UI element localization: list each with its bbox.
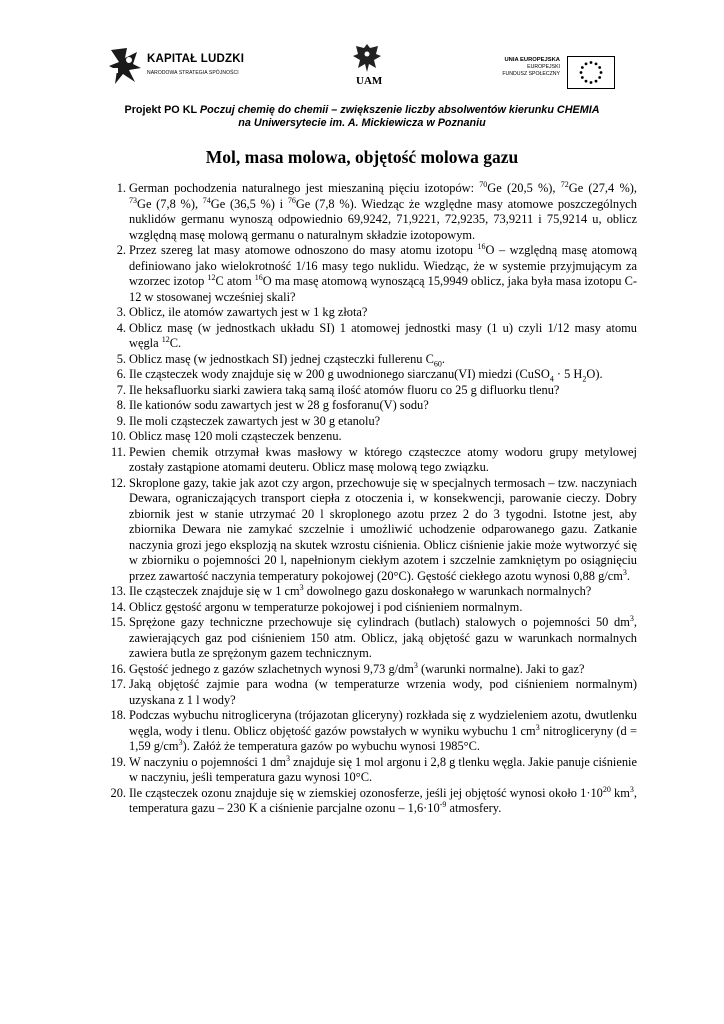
list-item: 20. Ile cząsteczek ozonu znajduje się w ziemskiej ozonosferze, jeśli jej objętość wynosi około $1\cdot 10^{20}$ $km^3$, temperatura gazu – 230 K a ciśnienie parcjalne ozonu – $1,6\cdot 10^{-9}$ atmosfery. [100,786,637,817]
item-number: 18. [110,708,126,722]
item-number: 1. [116,181,126,195]
eu-fund-label-2: FUNDUSZ SPOŁECZNY [502,71,560,77]
item-number: 16. [110,661,126,676]
item-number: 9. [116,413,126,428]
eu-star-icon [585,80,588,83]
eu-star-icon [595,62,598,65]
kapital-ludzki-emblem-icon [107,46,143,86]
list-item: 14. Oblicz gęstość argonu w temperaturze pokojowej i pod ciśnieniem normalnym. [100,600,637,616]
item-number: 15. [110,615,126,629]
problem-list [100,181,637,817]
uam-logo [352,42,382,90]
project-prefix: Projekt PO KL [124,104,200,116]
kapital-ludzki-title: KAPITAŁ LUDZKI [147,53,245,65]
list-item: 12. Skroplone gazy, takie jak azot czy argon, przechowuje się w specjalnych termosach – tzw. naczyniach Dewara, ograniczających transport ciepła z otoczenia i, w konsekwencji, parowanie cieczy. Dobry zbiornik jest w stanie utrzymać 20 l skroplonego azotu przez 2 do 3 tygodni. Istotne jest, aby zbiornika Dewara nie zamykać szczelnie i umożliwić uchodzenie odparowanego gazu. Zatkanie naczynia grozi jego eksplozją na skutek wzrostu ciśnienia. Oblicz ciśnienie jakie może wytworzyć się w zbiorniku o pojemności 20 l, napełnionym ciekłym azotem i szczelnie zamkniętym po osiągnięciu przez zawartość naczynia temperatury pokojowej (20°C). Gęstość ciekłego azotu wynosi 0,88 $g/cm^3$. [100,476,637,585]
item-number: 12. [110,475,126,490]
uam-eagle-icon [352,42,382,76]
item-number: 4. [116,320,126,335]
project-university: na Uniwersytecie im. A. Mickiewicza w Poznaniu [238,117,486,129]
project-header [0,104,724,130]
list-item: 18. Podczas wybuchu nitrogliceryna (trójazotan gliceryny) rozkłada się z wydzieleniem azotu, dwutlenku węgla, wody i tlenu. Oblicz objętość gazów powstałych w wyniku wybuchu 1 $cm^3$ nitrogliceryny (d = 1,59 $g/cm^3$). Załóż że temperatura gazów po wybuchu wynosi 1985°C. [100,708,637,755]
eu-star-icon [581,76,584,79]
eu-star-icon [595,80,598,83]
item-number: 11. [110,444,126,459]
eu-star-icon [598,66,601,69]
eu-text-block [502,57,560,78]
page-header [0,40,724,96]
eu-star-icon [598,76,601,79]
item-number: 10. [110,429,126,443]
eu-flag-icon [567,56,615,89]
project-line-2 [0,117,724,130]
item-number: 17. [110,677,126,691]
eu-star-icon [600,71,603,74]
list-item: 6. Ile cząsteczek wody znajduje się w 200 g uwodnionego siarczanu(VI) miedzi (CuSO$_4$ · 5 $H_2O$). [100,367,637,383]
eu-star-icon [590,81,593,84]
item-number: 5. [116,351,126,366]
item-number: 13. [110,584,126,598]
list-item: 4. Oblicz masę (w jednostkach układu SI) 1 atomowej jednostki masy (1 u) czyli 1/12 masy atomu węgla $^{12}$C. [100,321,637,352]
list-item: 1. German pochodzenia naturalnego jest mieszaniną pięciu izotopów: $^{70}$Ge (20,5 %), $^{72}$Ge (27,4 %), $^{73}$Ge (7,8 %), $^{74}$Ge (36,5 %) i $^{76}$Ge (7,8 %). Wiedząc że względne masy atomowe poszczególnych nuklidów germanu wynoszą odpowiednio 69,9242, 71,9221, 72,9235, 73,9211 i 75,9214 u, oblicz względną masę molową germanu o naturalnym składzie izotopowym. [100,181,637,243]
item-number: 2. [116,243,126,257]
kapital-ludzki-subtitle: NARODOWA STRATEGIA SPÓJNOŚCI [147,70,239,76]
list-item: 9. Ile moli cząsteczek zawartych jest w 30 g etanolu? [100,414,637,430]
item-number: 14. [110,599,126,614]
eu-union-label: UNIA EUROPEJSKA [504,57,560,63]
list-item: 19. W naczyniu o pojemności 1 $dm^3$ znajduje się 1 mol argonu i 2,8 g tlenku węgla. Jakie panuje ciśnienie w naczyniu, jeśli temperatura gazu wynosi 10°C. [100,755,637,786]
uam-label: UAM [356,75,383,87]
item-number: 3. [116,305,126,319]
list-item: 10. Oblicz masę 120 moli cząsteczek benzenu. [100,429,637,445]
list-item: 16. Gęstość jednego z gazów szlachetnych wynosi 9,73 $g/dm^3$ (warunki normalne). Jaki to gaz? [100,662,637,678]
list-item: 8. Ile kationów sodu zawartych jest w 28 g fosforanu(V) sodu? [100,398,637,414]
page-title: Mol, masa molowa, objętość molowa gazu [205,147,519,167]
project-line-1 [0,104,724,117]
list-item: 13. Ile cząsteczek znajduje się w 1 $cm^3$ dowolnego gazu doskonałego w warunkach normalnych? [100,584,637,600]
kapital-ludzki-logo [107,46,247,88]
item-number: 19. [110,754,126,769]
list-item: 2. Przez szereg lat masy atomowe odnoszono do masy atomu izotopu $^{16}$O – względną masę atomową definiowano jako wielokrotność 1/16 masy tego nuklidu. Wiedząc, że w systemie przyjmującym za wzorzec izotop $^{12}$C atom $^{16}$O ma masę atomową wynoszącą 15,9949 oblicz, jaka była masa izotopu C-12 w stosowanej wcześniej skali? [100,243,637,305]
list-item: 5. Oblicz masę (w jednostkach SI) jednej cząsteczki fullerenu $C_{60}$. [100,352,637,368]
list-item: 11. Pewien chemik otrzymał kwas masłowy w którego cząsteczce atomy wodoru grupy metylowej zostały zastąpione atomami deuteru. Oblicz masę molową tego związku. [100,445,637,476]
eu-star-icon [581,66,584,69]
list-item: 3. Oblicz, ile atomów zawartych jest w 1 kg złota? [100,305,637,321]
item-number: 20. [110,785,126,800]
list-item: 15. Sprężone gazy techniczne przechowuje się cylindrach (butlach) stalowych o pojemności 50 $dm^3$, zawierających gaz pod ciśnieniem 150 atm. Oblicz, jaką objętość gazu w warunkach normalnych zawiera butla ze sprężonym gazem technicznym. [100,615,637,662]
list-item: 17. Jaką objętość zajmie para wodna (w temperaturze wrzenia wody, pod ciśnieniem normalnym) uzyskana z 1 l wody? [100,677,637,708]
project-name: Poczuj chemię do chemii – zwiększenie liczby absolwentów kierunku CHEMIA [199,104,600,116]
eu-star-icon [585,62,588,65]
item-number: 6. [116,367,126,381]
list-item: 7. Ile heksafluorku siarki zawiera taką samą ilość atomów fluoru co 25 g difluorku tlenu? [100,383,637,399]
eu-fund-label-1: EUROPEJSKI [527,64,560,70]
item-number: 7. [116,382,126,397]
item-number: 8. [116,398,126,412]
eu-star-icon [590,61,593,64]
eu-star-icon [580,71,583,74]
